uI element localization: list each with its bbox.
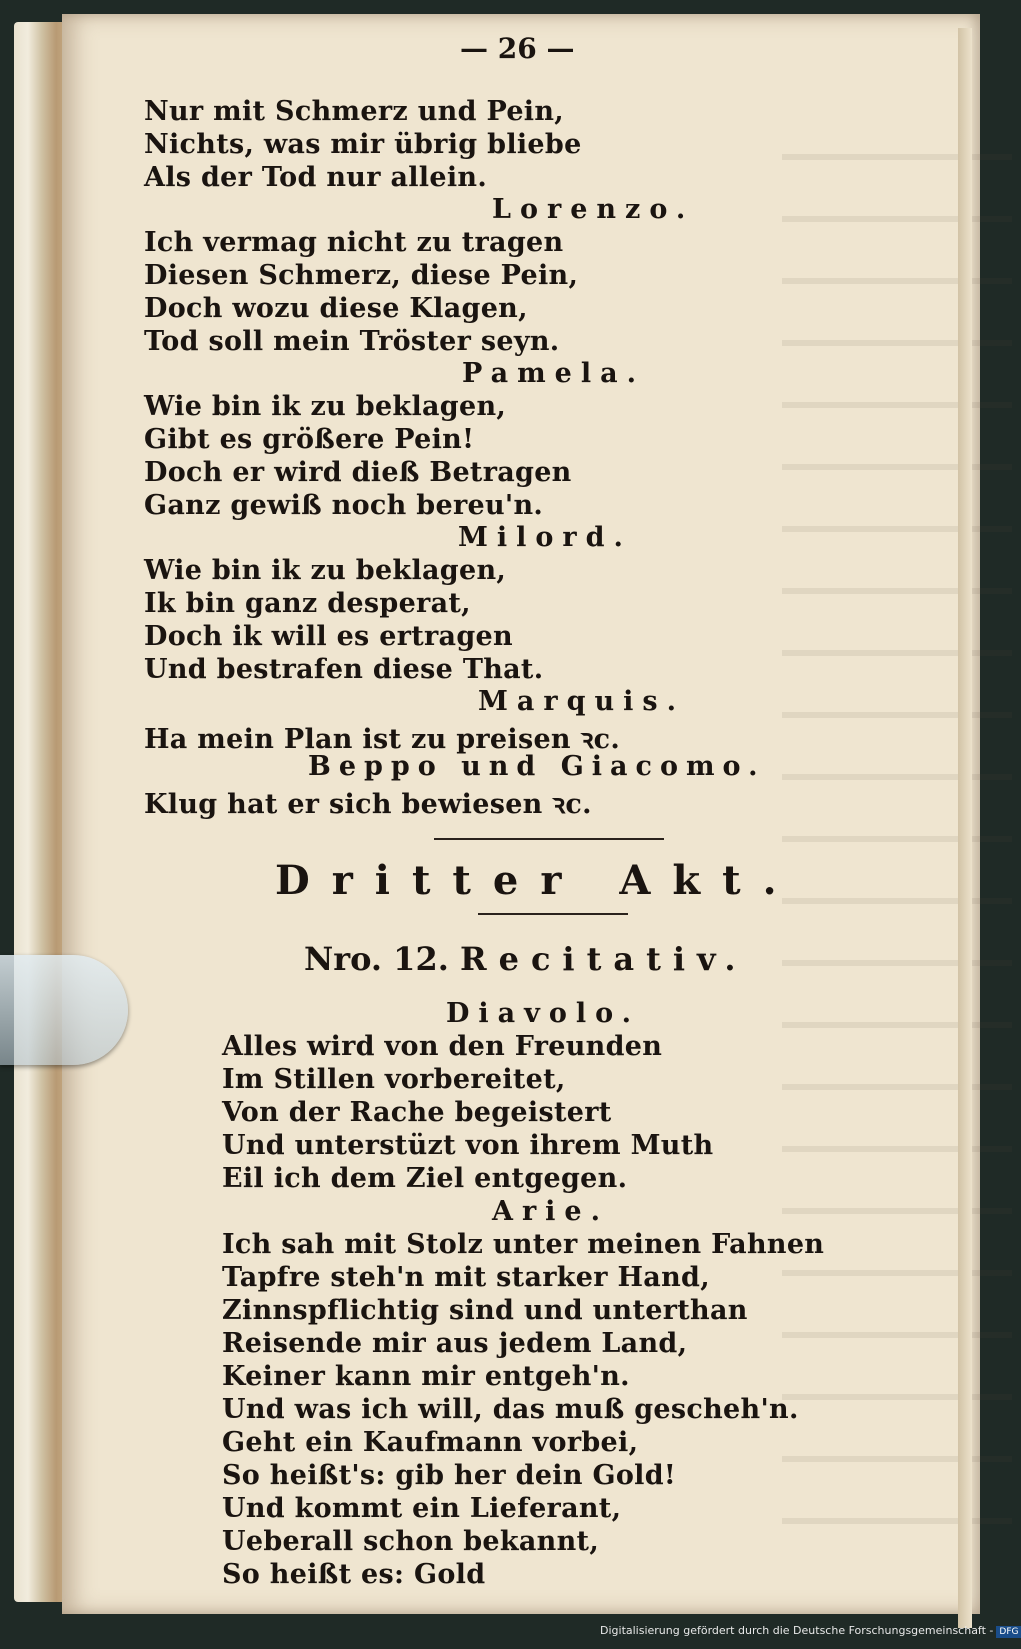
number-title: Recitativ.	[459, 940, 748, 978]
speaker-marquis: Marquis.	[478, 686, 685, 717]
verse-line: Alles wird von den Freunden	[222, 1031, 663, 1062]
verse-line: Wie bin ik zu beklagen,	[144, 555, 507, 586]
verse-line: Klug hat er sich bewiesen ꝛc.	[144, 789, 592, 820]
verse-line: Und was ich will, das muß gescheh'n.	[222, 1394, 799, 1425]
number-label: Nro. 12.	[304, 940, 449, 978]
verse-line: Ich vermag nicht zu tragen	[144, 227, 564, 258]
verse-line: Wie bin ik zu beklagen,	[144, 391, 507, 422]
number-heading	[304, 940, 748, 978]
speaker-pamela: Pamela.	[462, 358, 645, 389]
verse-line: Eil ich dem Ziel entgegen.	[222, 1163, 628, 1194]
verse-line: Geht ein Kaufmann vorbei,	[222, 1427, 639, 1458]
verse-line: Tapfre steh'n mit starker Hand,	[222, 1262, 710, 1293]
verse-line: Von der Rache begeistert	[222, 1097, 612, 1128]
right-page-edge	[958, 28, 972, 1628]
verse-line: Ganz gewiß noch bereu'n.	[144, 490, 544, 521]
verse-line: Doch ik will es ertragen	[144, 621, 513, 652]
verse-line: Als der Tod nur allein.	[144, 162, 488, 193]
speaker-beppo-giacomo: Beppo und Giacomo.	[308, 751, 766, 782]
verse-line: Und kommt ein Lieferant,	[222, 1493, 622, 1524]
verse-line: Im Stillen vorbereitet,	[222, 1064, 566, 1095]
dfg-logo: DFG	[996, 1626, 1021, 1638]
verse-line: Ich sah mit Stolz unter meinen Fahnen	[222, 1229, 825, 1260]
verse-line: Zinnspflichtig sind und unterthan	[222, 1295, 748, 1326]
divider-rule	[478, 913, 628, 915]
speaker-diavolo: Diavolo.	[446, 998, 641, 1029]
verse-line: So heißt's: gib her dein Gold!	[222, 1460, 677, 1491]
speaker-lorenzo: Lorenzo.	[492, 194, 695, 225]
divider-rule	[434, 838, 664, 840]
verse-line: Doch wozu diese Klagen,	[144, 293, 528, 324]
verse-line: Reisende mir aus jedem Land,	[222, 1328, 688, 1359]
bleed-through-text	[782, 114, 1012, 1564]
credit-text: Digitalisierung gefördert durch die Deutsche Forschungsgemeinschaft -	[600, 1624, 994, 1637]
verse-line: Doch er wird dieß Betragen	[144, 457, 572, 488]
verse-line: Ueberall schon bekannt,	[222, 1526, 600, 1557]
verse-line: Ik bin ganz desperat,	[144, 588, 471, 619]
verse-line: So heißt es: Gold	[222, 1559, 486, 1590]
page-number: — 26 —	[460, 32, 575, 65]
page-clip	[0, 955, 128, 1065]
verse-line: Nichts, was mir übrig bliebe	[144, 129, 582, 160]
verse-line: Ha mein Plan ist zu preisen ꝛc.	[144, 724, 621, 755]
verse-line: Tod soll mein Tröster seyn.	[144, 326, 560, 357]
digitization-credit	[600, 1624, 1021, 1638]
speaker-milord: Milord.	[458, 522, 632, 553]
verse-line: Keiner kann mir entgeh'n.	[222, 1361, 630, 1392]
verse-line: Gibt es größere Pein!	[144, 424, 475, 455]
verse-line: Diesen Schmerz, diese Pein,	[144, 260, 579, 291]
verse-line: Nur mit Schmerz und Pein,	[144, 96, 564, 127]
speaker-arie: Arie.	[492, 1196, 610, 1227]
act-heading: Dritter Akt.	[275, 857, 799, 904]
verse-line: Und bestrafen diese That.	[144, 654, 544, 685]
verse-line: Und unterstüzt von ihrem Muth	[222, 1130, 714, 1161]
